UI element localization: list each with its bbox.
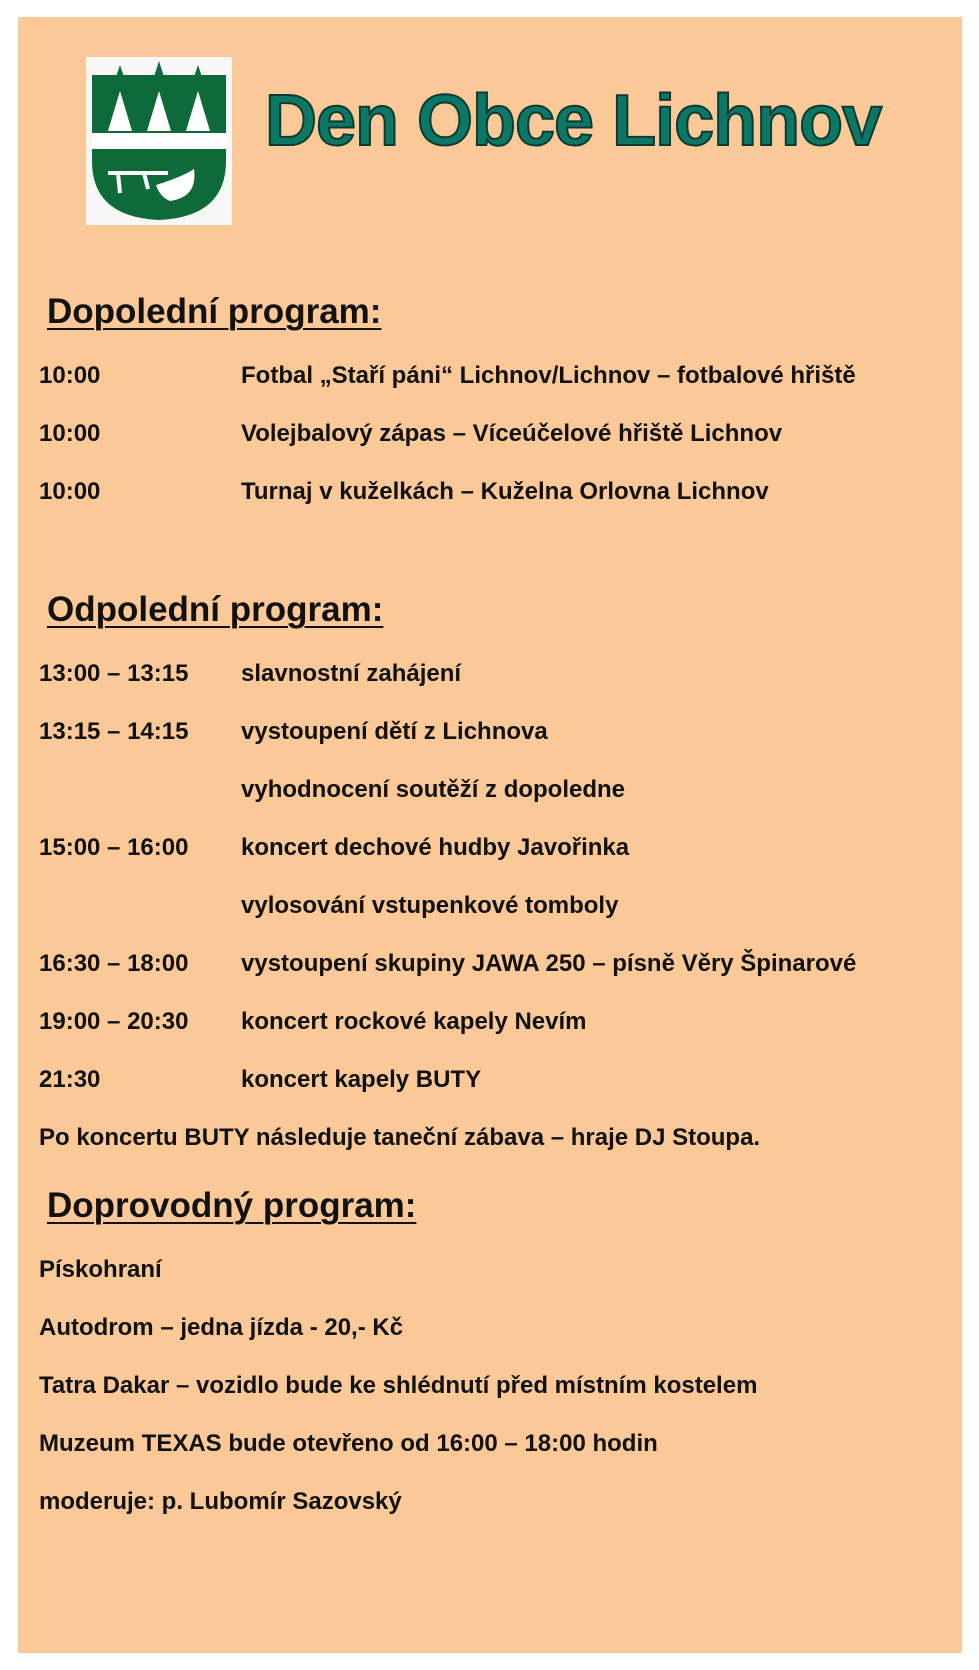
- time-label: 10:00: [39, 362, 101, 389]
- time-label: 13:00 – 13:15: [39, 660, 189, 687]
- coat-of-arms-shape: [86, 57, 232, 225]
- time-label: 19:00 – 20:30: [39, 1008, 189, 1035]
- accompanying-item: Muzeum TEXAS bude otevřeno od 16:00 – 18:00 hodin: [39, 1430, 658, 1457]
- event-label: vystoupení skupiny JAWA 250 – písně Věry Špinarové: [241, 950, 857, 977]
- event-label: Fotbal „Staří páni“ Lichnov/Lichnov – fotbalové hřiště: [241, 362, 856, 389]
- afternoon-note: Po koncertu BUTY následuje taneční zábava – hraje DJ Stoupa.: [39, 1124, 761, 1151]
- time-label: 10:00: [39, 478, 101, 505]
- coat-of-arms-icon: [86, 57, 232, 225]
- time-label: 15:00 – 16:00: [39, 834, 189, 861]
- accompanying-item: Autodrom – jedna jízda - 20,- Kč: [39, 1314, 404, 1341]
- event-label: koncert kapely BUTY: [241, 1066, 482, 1093]
- time-label: 10:00: [39, 420, 101, 447]
- event-label: Turnaj v kuželkách – Kuželna Orlovna Lichnov: [241, 478, 769, 505]
- accompanying-item: Pískohraní: [39, 1256, 162, 1283]
- accompanying-program-heading: Doprovodný program:: [47, 1186, 417, 1225]
- moderator-line: moderuje: p. Lubomír Sazovský: [39, 1488, 402, 1515]
- event-label: vyhodnocení soutěží z dopoledne: [241, 776, 626, 803]
- time-label: 13:15 – 14:15: [39, 718, 189, 745]
- time-label: 16:30 – 18:00: [39, 950, 189, 977]
- time-label: 21:30: [39, 1066, 101, 1093]
- morning-program-heading: Dopolední program:: [47, 292, 382, 331]
- afternoon-program-heading: Odpolední program:: [47, 590, 384, 629]
- page-title: Den Obce Lichnov: [265, 81, 882, 161]
- event-label: koncert rockové kapely Nevím: [241, 1008, 587, 1035]
- event-label: vylosování vstupenkové tomboly: [241, 892, 619, 919]
- event-label: koncert dechové hudby Javořinka: [241, 834, 630, 861]
- accompanying-item: Tatra Dakar – vozidlo bude ke shlédnutí před místním kostelem: [39, 1372, 758, 1399]
- event-label: vystoupení dětí z Lichnova: [241, 718, 548, 745]
- event-label: slavnostní zahájení: [241, 660, 462, 687]
- event-label: Volejbalový zápas – Víceúčelové hřiště Lichnov: [241, 420, 783, 447]
